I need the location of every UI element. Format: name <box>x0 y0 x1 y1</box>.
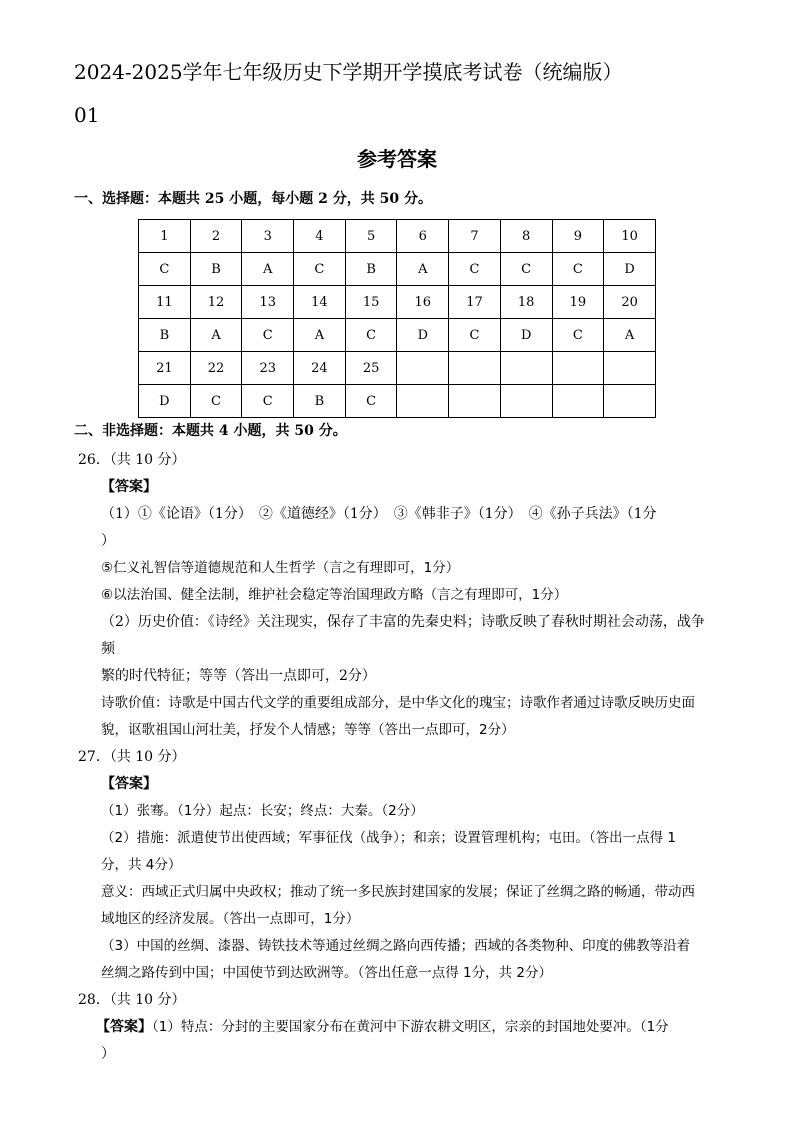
table-cell: C <box>139 253 191 286</box>
table-cell: 15 <box>345 286 397 319</box>
table-cell: 21 <box>139 352 191 385</box>
q27-answer-tag: 【答案】 <box>101 776 157 792</box>
table-cell: D <box>604 253 656 286</box>
q26-answer-tag: 【答案】 <box>101 479 157 495</box>
table-row-question-numbers <box>139 286 656 319</box>
table-cell <box>500 385 552 418</box>
table-cell <box>604 385 656 418</box>
table-cell: 6 <box>397 220 449 253</box>
table-cell <box>449 352 501 385</box>
table-row-answers <box>139 319 656 352</box>
table-cell: 16 <box>397 286 449 319</box>
table-cell: B <box>294 385 346 418</box>
table-row-question-numbers <box>139 220 656 253</box>
q27-part2: （2）措施：派遣使节出使西域；军事征伐（战争）；和亲；设置管理机构；屯田。（答出一点得 1 <box>101 830 676 846</box>
exam-title-line2: 01 <box>74 103 100 127</box>
table-cell: 11 <box>139 286 191 319</box>
table-cell <box>397 352 449 385</box>
q26-poetry-value: 诗歌价值：诗歌是中国古代文学的重要组成部分，是中华文化的瑰宝；诗歌作者通过诗歌反映历史面 <box>101 695 695 711</box>
q27-number: 27．（共 10 分） <box>78 749 186 765</box>
table-cell <box>552 385 604 418</box>
table-cell: C <box>449 319 501 352</box>
q26-part1-cont: ） <box>101 533 115 549</box>
table-cell: C <box>552 253 604 286</box>
q27-significance-cont: 域地区的经济发展。（答出一点即可，1分） <box>101 911 360 927</box>
page-subtitle: 参考答案 <box>357 147 437 171</box>
q26-number: 26．（共 10 分） <box>78 452 186 468</box>
table-cell: D <box>500 319 552 352</box>
table-cell: 12 <box>190 286 242 319</box>
table-cell: C <box>345 319 397 352</box>
q28-number: 28．（共 10 分） <box>78 992 186 1008</box>
table-cell: A <box>397 253 449 286</box>
table-cell: 17 <box>449 286 501 319</box>
exam-title-line1: 2024-2025学年七年级历史下学期开学摸底考试卷（统编版） <box>74 60 623 84</box>
table-cell: B <box>139 319 191 352</box>
table-cell: 5 <box>345 220 397 253</box>
table-cell: A <box>604 319 656 352</box>
q26-part1-item5: ⑤仁义礼智信等道德规范和人生哲学（言之有理即可，1分） <box>101 560 460 576</box>
table-cell: 10 <box>604 220 656 253</box>
table-cell: 25 <box>345 352 397 385</box>
table-cell: C <box>242 319 294 352</box>
q27-part2-cont: 分，共 4分） <box>101 857 182 873</box>
q27-part1: （1）张骞。（1分）起点：长安；终点：大秦。（2分） <box>101 803 424 819</box>
table-cell: 18 <box>500 286 552 319</box>
table-cell: 3 <box>242 220 294 253</box>
q28-part1-text: （1）特点：分封的主要国家分布在黄河中下游农耕文明区，宗亲的封国地处要冲。（1分 <box>152 1019 669 1035</box>
table-cell: D <box>139 385 191 418</box>
table-cell: 22 <box>190 352 242 385</box>
table-cell: C <box>552 319 604 352</box>
table-cell: 19 <box>552 286 604 319</box>
table-cell: C <box>294 253 346 286</box>
table-row-question-numbers <box>139 352 656 385</box>
table-cell: C <box>242 385 294 418</box>
table-cell <box>449 385 501 418</box>
table-cell: D <box>397 319 449 352</box>
table-cell: C <box>190 385 242 418</box>
table-cell: 7 <box>449 220 501 253</box>
q26-part2-cont: 频 <box>101 641 115 657</box>
table-cell: A <box>242 253 294 286</box>
table-cell: C <box>500 253 552 286</box>
q28-part1-cont: ） <box>101 1046 115 1062</box>
table-cell: 13 <box>242 286 294 319</box>
table-cell: 4 <box>294 220 346 253</box>
q26-part2: （2）历史价值：《诗经》关注现实，保存了丰富的先秦史料；诗歌反映了春秋时期社会动荡，战争 <box>101 614 705 630</box>
q27-part3-cont: 丝绸之路传到中国；中国使节到达欧洲等。（答出任意一点得 1分，共 2分） <box>101 965 553 981</box>
table-cell <box>552 352 604 385</box>
table-cell: B <box>190 253 242 286</box>
table-cell: B <box>345 253 397 286</box>
table-cell: 14 <box>294 286 346 319</box>
table-cell: 1 <box>139 220 191 253</box>
table-cell: C <box>345 385 397 418</box>
section2-heading: 二、非选择题：本题共 4 小题，共 50 分。 <box>74 423 347 439</box>
q27-part3: （3）中国的丝绸、漆器、铸铁技术等通过丝绸之路向西传播；西域的各类物种、印度的佛教等沿着 <box>101 938 691 954</box>
table-cell: 2 <box>190 220 242 253</box>
section1-heading: 一、选择题：本题共 25 小题，每小题 2 分，共 50 分。 <box>74 191 432 207</box>
q26-part1: （1）①《论语》（1分） ②《道德经》（1分） ③《韩非子》（1分） ④《孙子兵法》（1分 <box>101 506 657 522</box>
table-cell: 8 <box>500 220 552 253</box>
q26-part1-item6: ⑥以法治国、健全法制，维护社会稳定等治国理政方略（言之有理即可，1分） <box>101 587 568 603</box>
answer-table <box>138 219 656 418</box>
table-cell <box>397 385 449 418</box>
table-cell <box>604 352 656 385</box>
q28-part1 <box>96 1018 669 1036</box>
table-cell: A <box>190 319 242 352</box>
table-cell: A <box>294 319 346 352</box>
q26-poetry-value-cont: 貌，讴歌祖国山河壮美，抒发个人情感；等等（答出一点即可，2分） <box>101 722 515 738</box>
table-cell: 20 <box>604 286 656 319</box>
table-cell: 9 <box>552 220 604 253</box>
table-cell: 24 <box>294 352 346 385</box>
q28-answer-tag: 【答案】 <box>96 1019 152 1035</box>
table-row-answers <box>139 253 656 286</box>
table-cell: 23 <box>242 352 294 385</box>
table-cell <box>500 352 552 385</box>
table-cell: C <box>449 253 501 286</box>
q27-significance: 意义：西域正式归属中央政权；推动了统一多民族封建国家的发展；保证了丝绸之路的畅通，带动西 <box>101 884 695 900</box>
table-row-answers <box>139 385 656 418</box>
q26-part2-line2: 繁的时代特征；等等（答出一点即可，2分） <box>101 668 376 684</box>
